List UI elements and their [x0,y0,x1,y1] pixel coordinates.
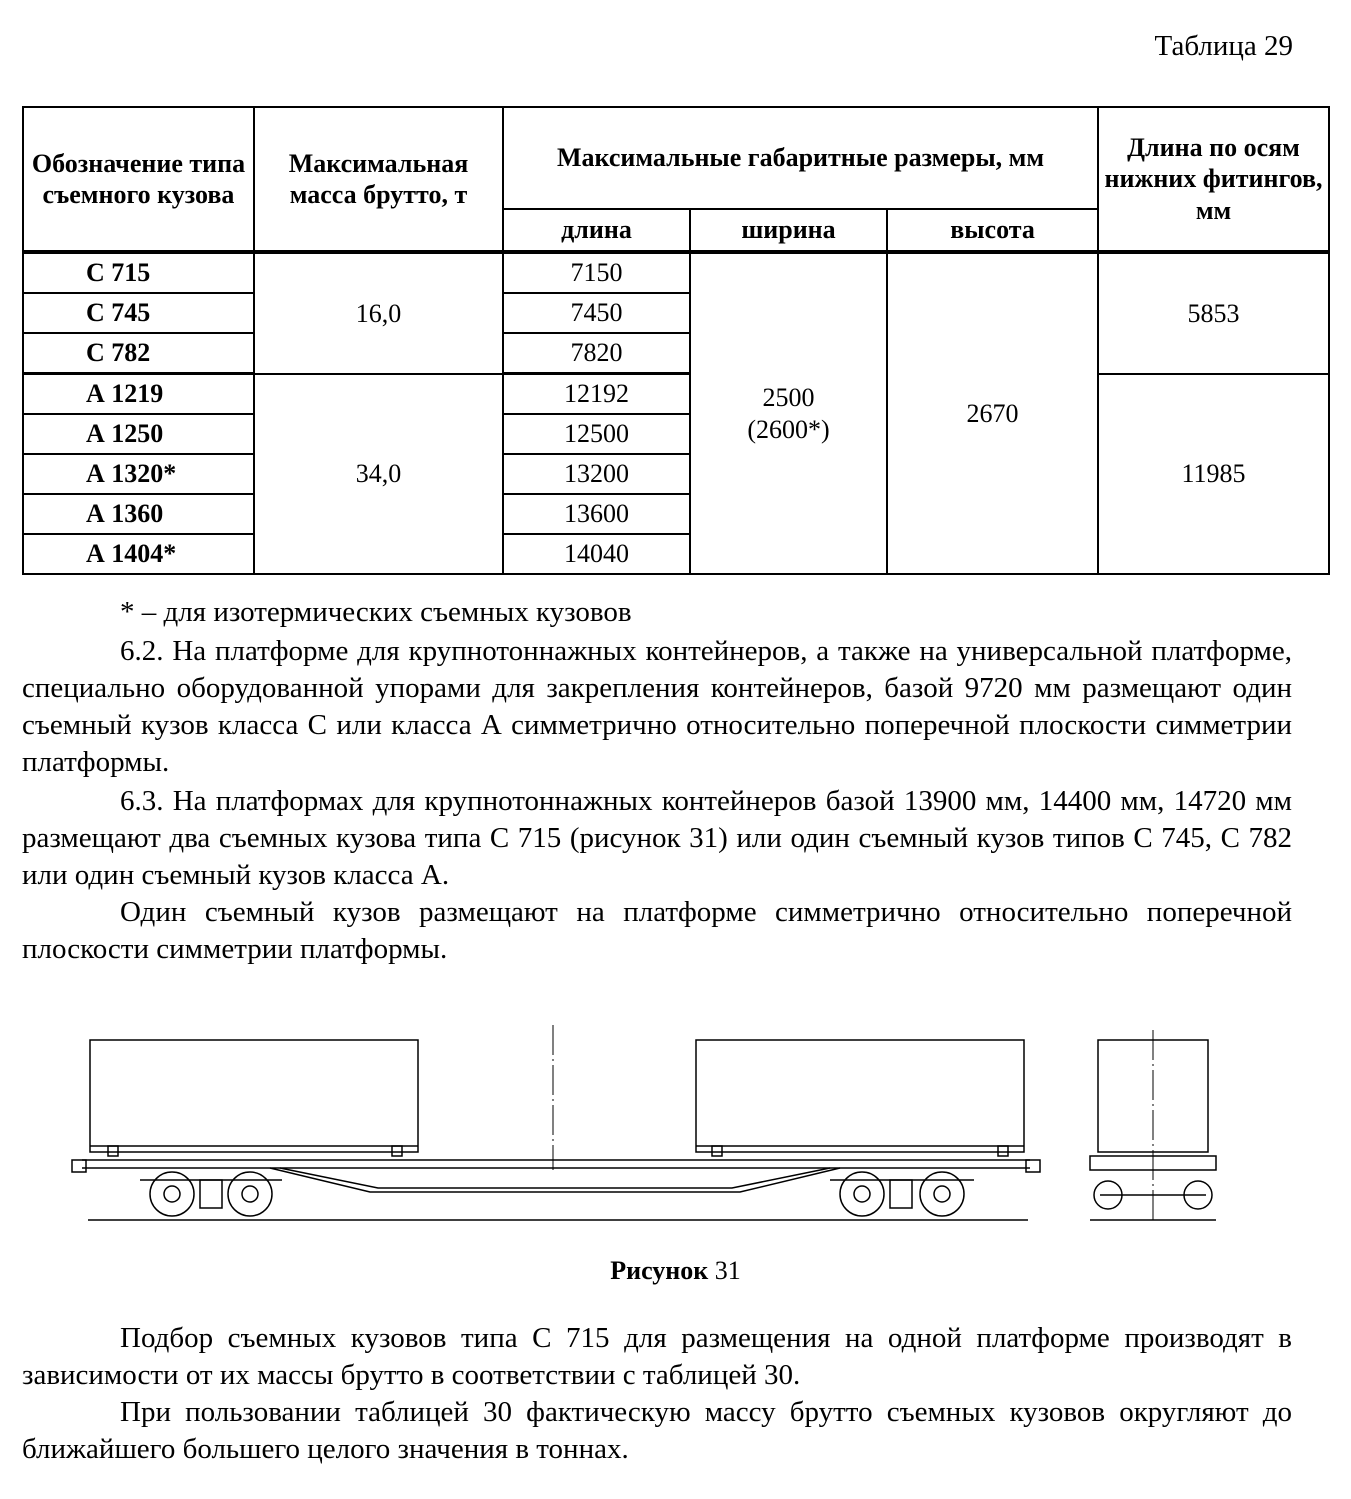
paragraph-rounding: При пользовании таблицей 30 фактическую массу брутто съемных кузовов округляют до ближайшего большего целого значения в тоннах. [22,1396,1292,1465]
width-cell [690,252,887,574]
body-length: 13200 [503,454,690,494]
header-height: высота [887,209,1098,252]
header-max-dimensions: Максимальные габаритные размеры, мм [503,107,1098,209]
body-type-code: С 715 [23,252,254,293]
body-length: 7150 [503,252,690,293]
body-length: 12500 [503,414,690,454]
body-type-code: А 1250 [23,414,254,454]
figure-caption [0,1256,1351,1286]
body-type-code: С 745 [23,293,254,333]
container-right [696,1040,1024,1152]
header-length: длина [503,209,690,252]
body-length: 14040 [503,534,690,574]
body-type-code: А 1219 [23,374,254,415]
section-6-2 [22,633,1292,781]
table-row [23,252,1329,293]
fitting-length-class-a: 11985 [1098,374,1329,575]
body-type-code: С 782 [23,333,254,374]
body-length: 12192 [503,374,690,415]
table-row [23,374,1329,415]
paragraph-one-body: Один съемный кузов размещают на платформе симметрично относительно поперечной плоскости симметрии платформы. [22,896,1292,965]
paragraph-6-3: 6.3. На платформах для крупнотоннажных контейнеров базой 13900 мм, 14400 мм, 14720 мм размещают два съемных кузова типа С 715 (рисунок 31) или один съемный кузов типов С 745, С 782 или один съемный кузов класса А. [22,785,1292,891]
body-type-code: А 1360 [23,494,254,534]
table-footnote: * – для изотермических съемных кузовов [120,596,632,628]
caption-word: Рисунок [610,1256,709,1285]
container-left [90,1040,418,1152]
body-types-table [22,106,1330,575]
header-fitting-length: Длина по осям нижних фитингов, мм [1098,107,1329,252]
caption-number: 31 [714,1256,741,1285]
body-type-code: А 1404* [23,534,254,574]
body-type-code: А 1320* [23,454,254,494]
height-value: 2670 [887,252,1098,574]
header-width: ширина [690,209,887,252]
paragraph-selection: Подбор съемных кузовов типа С 715 для размещения на одной платформе производят в зависимости от их массы брутто в соответствии с таблицей 30. [22,1322,1292,1391]
body-length: 7450 [503,293,690,333]
header-max-mass: Максимальная масса брутто, т [254,107,503,252]
paragraph-6-2: 6.2. На платформе для крупнотоннажных контейнеров, а также на универсальной платформе, специально оборудованной упорами для закрепления контейнеров, базой 9720 мм размещают один съемный кузов класса С или класса А симметрично относительно поперечной плоскости симметрии платформы. [22,635,1292,778]
mass-class-a: 34,0 [254,374,503,575]
width-value-isothermal: (2600*) [747,414,830,444]
section-6-3 [22,783,1292,968]
flatcar-diagram [60,1020,1240,1230]
table-number-label: Таблица 29 [1154,30,1293,62]
header-designation: Обозначение типа съемного кузова [23,107,254,252]
mass-class-c: 16,0 [254,252,503,374]
fitting-length-class-c: 5853 [1098,252,1329,374]
body-length: 13600 [503,494,690,534]
body-length: 7820 [503,333,690,374]
width-value: 2500 [762,383,815,413]
section-selection [22,1320,1292,1468]
